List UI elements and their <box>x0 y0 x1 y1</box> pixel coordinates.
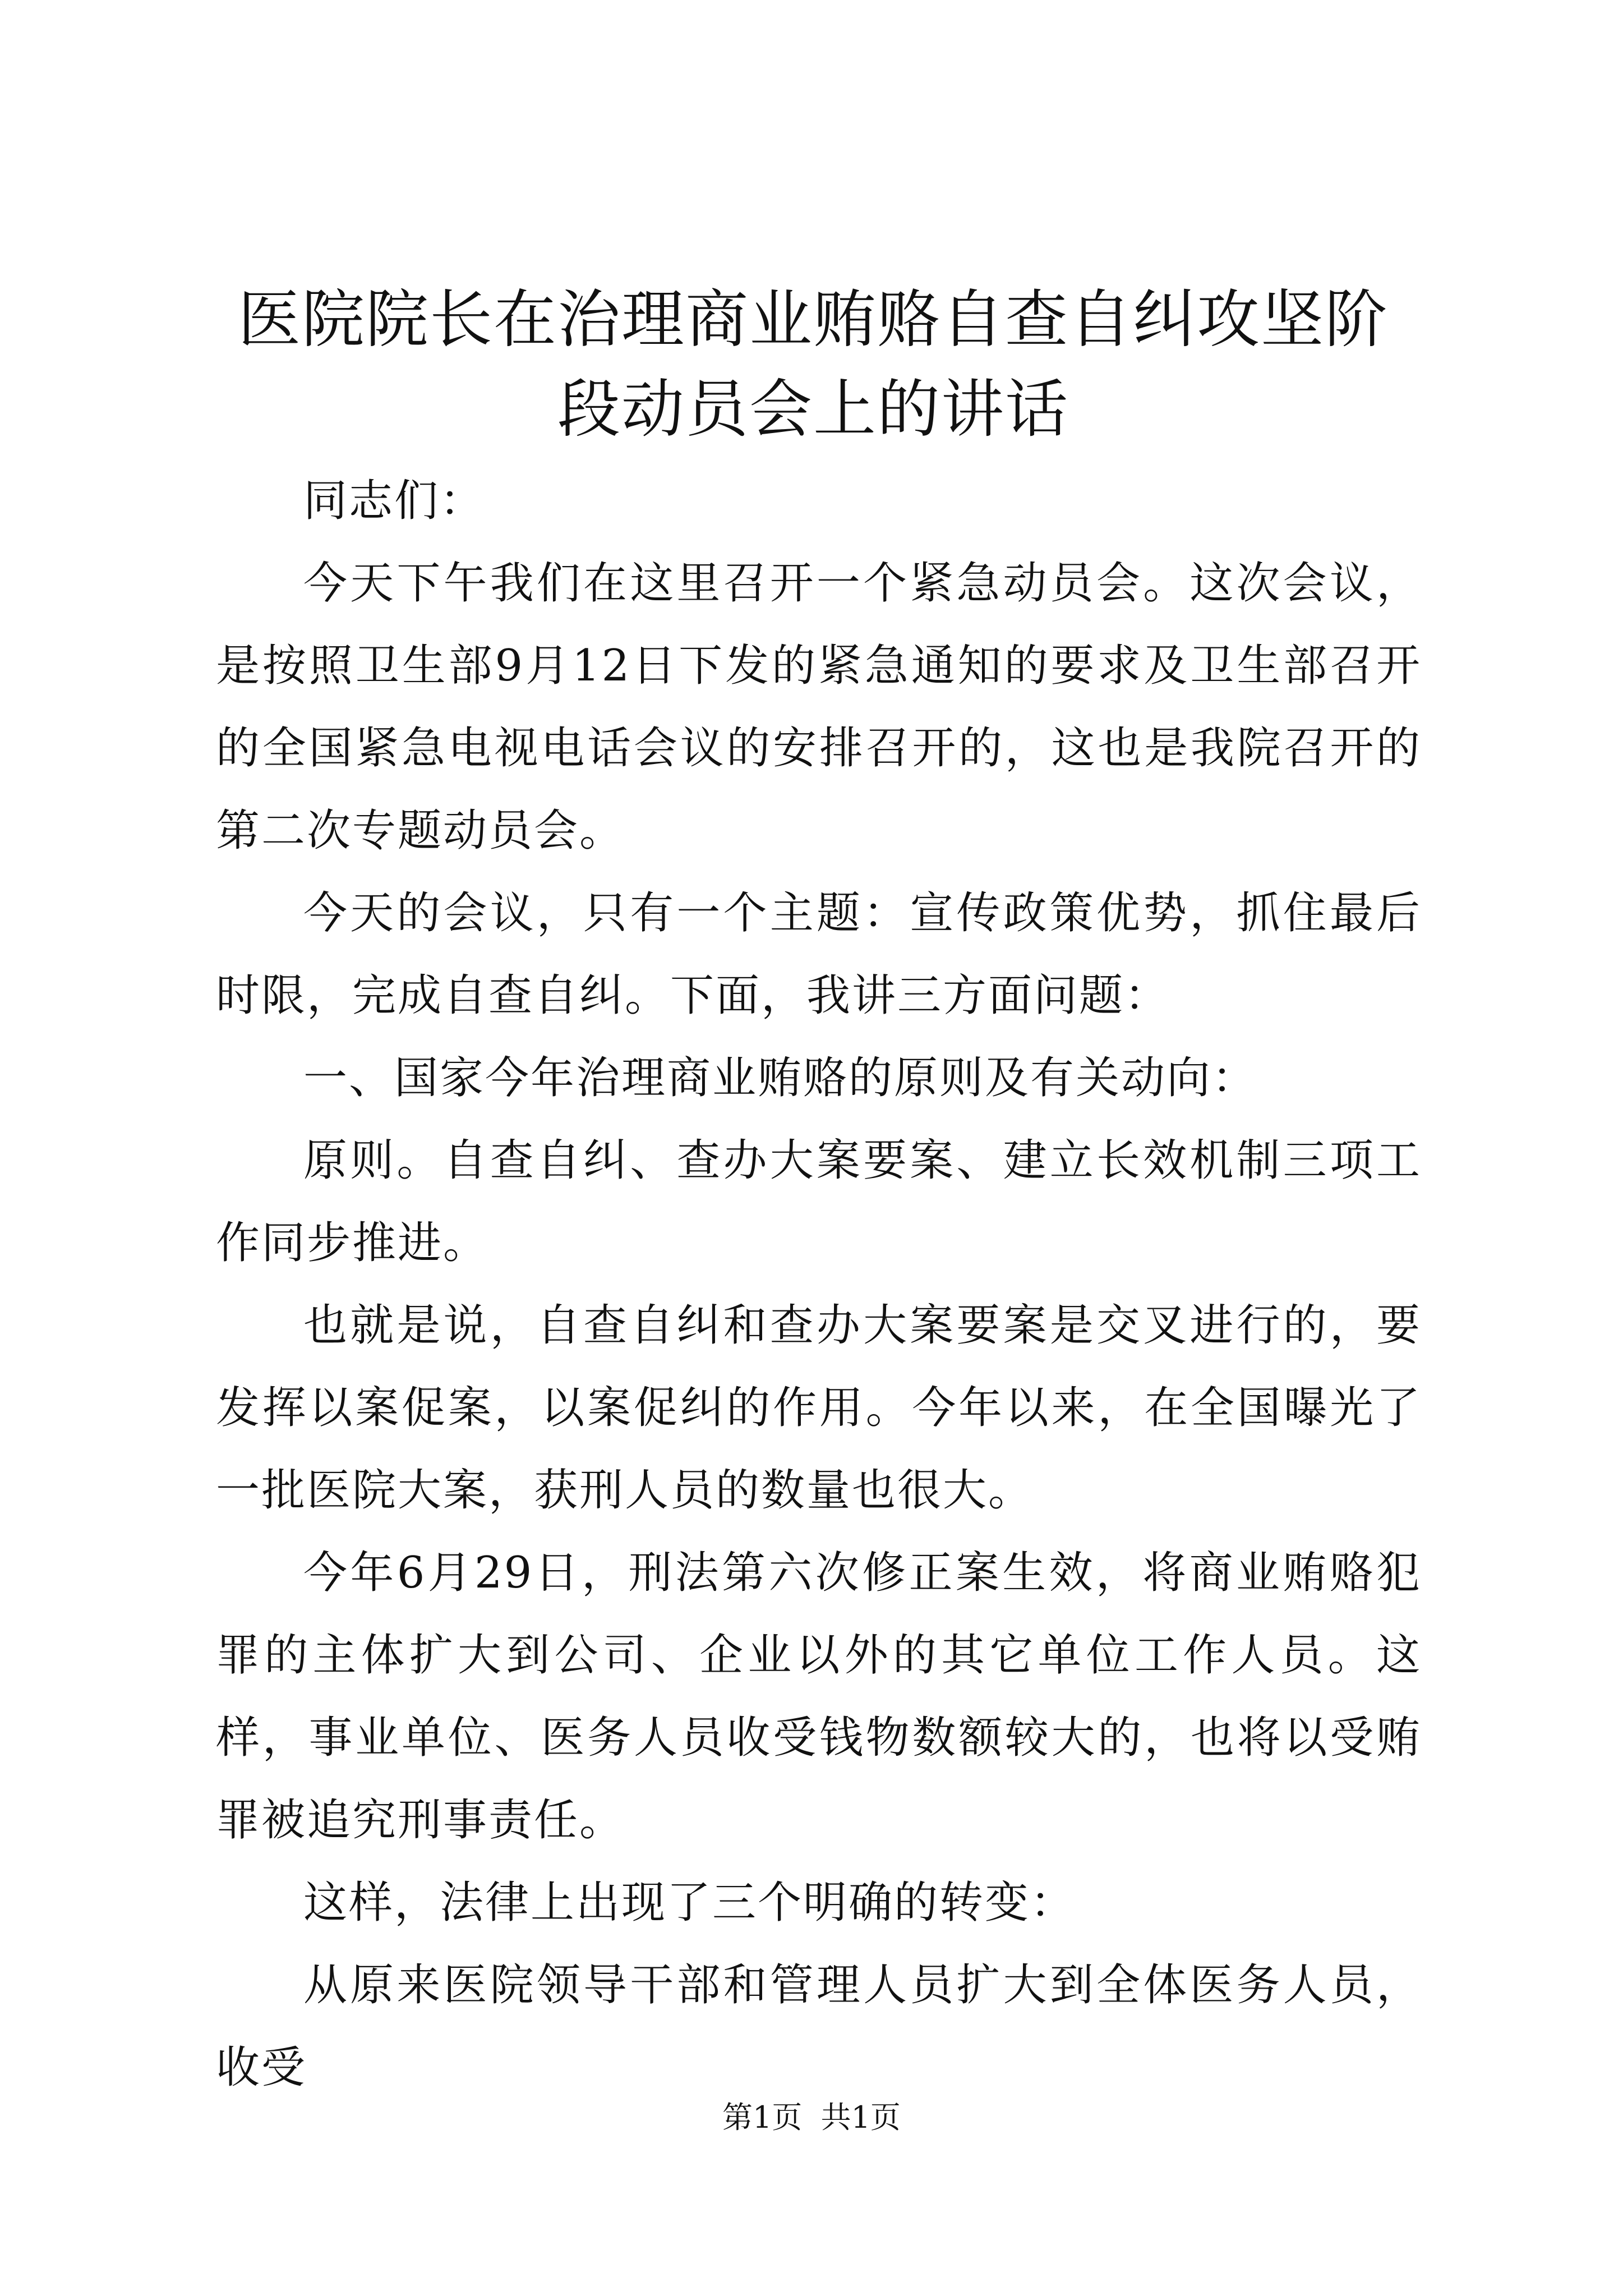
paragraph: 从原来医院领导干部和管理人员扩大到全体医务人员，收受 <box>216 1960 1422 2093</box>
paragraph: 这样，法律上出现了三个明确的转变： <box>303 1878 1076 1928</box>
section-heading: 一、国家今年治理商业贿赂的原则及有关动向： <box>303 1053 1258 1103</box>
paragraph-greeting: 同志们： <box>303 476 486 526</box>
paragraph: 今年6月29日，刑法第六次修正案生效，将商业贿赂犯罪的主体扩大到公司、企业以外的其它单位工作人员。这样，事业单位、医务人员收受钱物数额较大的，也将以受贿罪被追究刑事责任。 <box>216 1548 1422 1846</box>
document-body <box>216 460 1422 2109</box>
paragraph: 也就是说，自查自纠和查办大案要案是交叉进行的，要发挥以案促案，以案促纠的作用。今年以来，在全国曝光了一批医院大案，获刑人员的数量也很大。 <box>216 1300 1422 1516</box>
page-number: 第1页 <box>722 2100 803 2135</box>
page-total: 共1页 <box>820 2100 901 2135</box>
paragraph: 今天的会议，只有一个主题：宣传政策优势，抓住最后时限，完成自查自纠。下面，我讲三方面问题： <box>216 888 1422 1021</box>
page-footer <box>0 2098 1623 2137</box>
document-title: 医院院长在治理商业贿赂自查自纠攻坚阶段动员会上的讲话 <box>238 283 1389 446</box>
paragraph: 今天下午我们在这里召开一个紧急动员会。这次会议，是按照卫生部9月12日下发的紧急通知的要求及卫生部召开的全国紧急电视电话会议的安排召开的，这也是我院召开的第二次专题动员会。 <box>216 558 1422 856</box>
paragraph: 原则。自查自纠、查办大案要案、建立长效机制三项工作同步推进。 <box>216 1135 1422 1268</box>
